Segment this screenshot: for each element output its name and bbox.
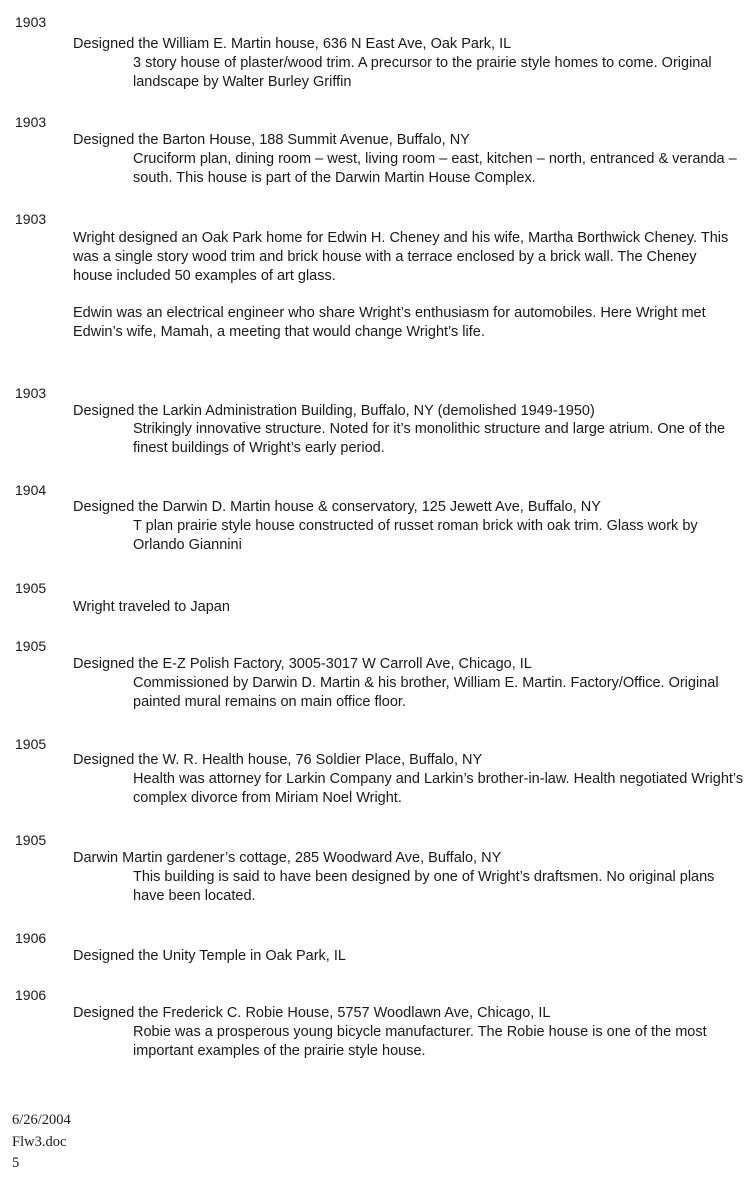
entry-detail: Commissioned by Darwin D. Martin & his brother, William E. Martin. Factory/Office. Original painted mural remains on main office floor.	[133, 675, 719, 710]
entry-year: 1905	[15, 638, 47, 654]
entry-year: 1903	[15, 114, 47, 130]
entry-detail: This building is said to have been designed by one of Wright’s draftsmen. No original plans have been located.	[133, 869, 715, 904]
footer-filename: Flw3.doc	[12, 1134, 67, 1150]
entry-detail: Robie was a prosperous young bicycle manufacturer. The Robie house is one of the most important examples of the prairie style house.	[133, 1024, 707, 1059]
entry-heading: Designed the E-Z Polish Factory, 3005-3017 W Carroll Ave, Chicago, IL	[73, 656, 532, 672]
entry-year: 1903	[15, 385, 47, 401]
entry-detail: 3 story house of plaster/wood trim. A precursor to the prairie style homes to come. Original landscape by Walter Burley Griffin	[133, 55, 712, 90]
entry-detail: Cruciform plan, dining room – west, living room – east, kitchen – north, entranced & veranda – south. This house is part of the Darwin Martin House Complex.	[133, 151, 737, 186]
entry-detail: Strikingly innovative structure. Noted for it’s monolithic structure and large atrium. One of the finest buildings of Wright’s early period.	[133, 421, 726, 456]
entry-heading: Designed the Darwin D. Martin house & conservatory, 125 Jewett Ave, Buffalo, NY	[73, 499, 601, 515]
footer-date: 6/26/2004	[12, 1112, 71, 1128]
entry-heading: Designed the Unity Temple in Oak Park, IL	[73, 948, 346, 964]
entry-paragraph: Wright designed an Oak Park home for Edwin H. Cheney and his wife, Martha Borthwick Cheney. This was a single story wood trim and brick house with a terrace enclosed by a brick wall. The Cheney house included 50 examples of art glass.	[73, 230, 729, 284]
entry-heading: Wright traveled to Japan	[73, 599, 230, 615]
entry-paragraph: Edwin was an electrical engineer who share Wright’s enthusiasm for automobiles. Here Wright met Edwin’s wife, Mamah, a meeting that would change Wright’s life.	[73, 305, 706, 340]
entry-detail: Health was attorney for Larkin Company and Larkin’s brother-in-law. Health negotiated Wright’s complex divorce from Miriam Noel Wright.	[133, 771, 744, 806]
footer-page-number: 5	[12, 1155, 20, 1171]
entry-year: 1904	[15, 482, 47, 498]
entry-heading: Darwin Martin gardener’s cottage, 285 Woodward Ave, Buffalo, NY	[73, 850, 502, 866]
entry-heading: Designed the William E. Martin house, 636 N East Ave, Oak Park, IL	[73, 36, 512, 52]
entry-year: 1903	[15, 211, 47, 227]
entry-year: 1906	[15, 987, 47, 1003]
entry-detail: T plan prairie style house constructed of russet roman brick with oak trim. Glass work by Orlando Giannini	[133, 518, 698, 553]
entry-year: 1905	[15, 736, 47, 752]
entry-heading: Designed the Barton House, 188 Summit Avenue, Buffalo, NY	[73, 132, 470, 148]
entry-heading: Designed the Larkin Administration Building, Buffalo, NY (demolished 1949-1950)	[73, 403, 595, 419]
entry-year: 1906	[15, 930, 47, 946]
entry-year: 1905	[15, 580, 47, 596]
entry-heading: Designed the W. R. Health house, 76 Soldier Place, Buffalo, NY	[73, 752, 483, 768]
entry-heading: Designed the Frederick C. Robie House, 5757 Woodlawn Ave, Chicago, IL	[73, 1005, 551, 1021]
entry-year: 1903	[15, 14, 47, 30]
entry-year: 1905	[15, 832, 47, 848]
